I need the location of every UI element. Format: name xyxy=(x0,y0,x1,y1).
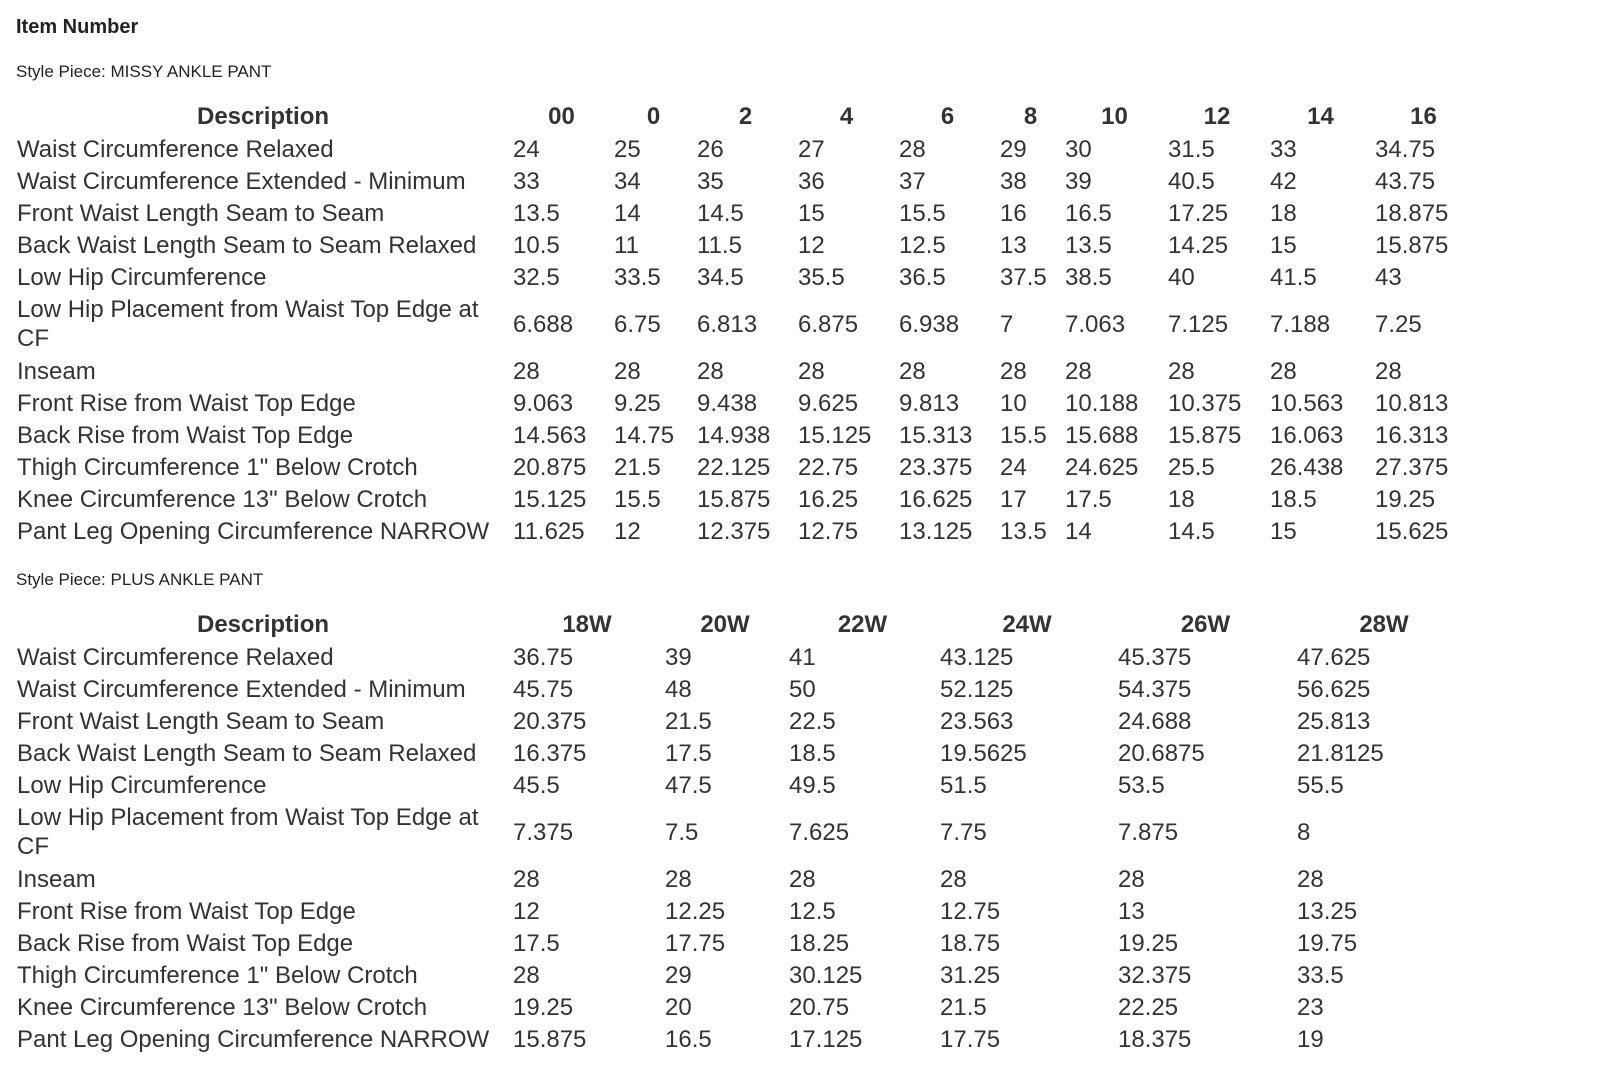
measurement-value: 12.25 xyxy=(665,897,726,925)
size-column-header: 28W xyxy=(1359,611,1409,638)
measurement-value: 49.5 xyxy=(789,771,836,799)
measurement-value: 14 xyxy=(1065,517,1092,545)
plus-style-piece-label: Style Piece: PLUS ANKLE PANT xyxy=(16,570,264,589)
measurement-value: 16.5 xyxy=(1065,199,1112,227)
measurement-value: 33.5 xyxy=(614,263,661,291)
plus-table-header xyxy=(15,609,1473,641)
measurement-description: Front Waist Length Seam to Seam xyxy=(17,199,385,227)
measurement-value: 18 xyxy=(1168,485,1195,513)
measurement-value: 20.875 xyxy=(513,453,587,481)
measurement-value: 15 xyxy=(798,199,825,227)
measurement-value: 28 xyxy=(789,865,816,893)
measurement-value: 34.75 xyxy=(1375,135,1436,163)
measurement-value: 24.625 xyxy=(1065,453,1139,481)
measurement-value: 17 xyxy=(1000,485,1027,513)
measurement-value: 39 xyxy=(1065,167,1092,195)
header-row xyxy=(15,101,1474,133)
measurement-value: 24 xyxy=(513,135,540,163)
measurement-value: 6.688 xyxy=(513,310,574,338)
measurement-value: 25.5 xyxy=(1168,453,1215,481)
measurement-value: 15.875 xyxy=(1168,421,1242,449)
measurement-value: 23.563 xyxy=(940,707,1014,735)
measurement-description: Back Rise from Waist Top Edge xyxy=(17,929,354,957)
measurement-value: 11.625 xyxy=(513,517,585,545)
measurement-value: 28 xyxy=(1000,357,1027,385)
description-column-header: Description xyxy=(196,103,330,130)
measurement-value: 7 xyxy=(1000,310,1014,338)
measurement-value: 18.5 xyxy=(789,739,836,767)
measurement-value: 54.375 xyxy=(1118,675,1192,703)
measurement-value: 15.5 xyxy=(899,199,946,227)
measurement-value: 27.375 xyxy=(1375,453,1449,481)
measurement-value: 40.5 xyxy=(1168,167,1215,195)
measurement-value: 17.5 xyxy=(1065,485,1112,513)
table-row xyxy=(15,641,1473,673)
measurement-value: 15.313 xyxy=(899,421,973,449)
description-column-header: Description xyxy=(196,611,330,638)
measurement-description: Knee Circumference 13" Below Crotch xyxy=(17,993,428,1021)
measurement-value: 6.875 xyxy=(798,310,859,338)
plus-size-spec-table xyxy=(15,609,1473,1055)
size-column-header: 14 xyxy=(1307,103,1334,130)
table-row xyxy=(15,355,1474,387)
measurement-value: 19 xyxy=(1297,1025,1324,1053)
table-row xyxy=(15,197,1474,229)
measurement-description: Front Waist Length Seam to Seam xyxy=(17,707,385,735)
measurement-value: 41.5 xyxy=(1270,263,1317,291)
table-row xyxy=(15,705,1473,737)
measurement-value: 9.25 xyxy=(614,389,661,417)
measurement-value: 34.5 xyxy=(697,263,744,291)
measurement-value: 31.25 xyxy=(940,961,1001,989)
measurement-value: 15.5 xyxy=(1000,421,1047,449)
measurement-value: 18 xyxy=(1270,199,1297,227)
measurement-value: 15.125 xyxy=(798,421,872,449)
measurement-value: 19.25 xyxy=(1118,929,1179,957)
measurement-value: 14.75 xyxy=(614,421,675,449)
measurement-value: 19.75 xyxy=(1297,929,1358,957)
item-number-heading: Item Number xyxy=(16,16,139,38)
measurement-value: 15.125 xyxy=(513,485,587,513)
size-column-header: 18W xyxy=(562,611,612,638)
measurement-value: 10.375 xyxy=(1168,389,1242,417)
measurement-value: 33 xyxy=(1270,135,1297,163)
measurement-value: 16.25 xyxy=(798,485,859,513)
measurement-value: 38 xyxy=(1000,167,1027,195)
measurement-value: 10.188 xyxy=(1065,389,1139,417)
measurement-value: 29 xyxy=(1000,135,1027,163)
measurement-value: 20.6875 xyxy=(1118,739,1205,767)
measurement-value: 13.5 xyxy=(1000,517,1047,545)
table-row xyxy=(15,927,1473,959)
measurement-value: 9.813 xyxy=(899,389,960,417)
measurement-value: 28 xyxy=(940,865,967,893)
measurement-value: 21.5 xyxy=(614,453,661,481)
measurement-value: 9.063 xyxy=(513,389,574,417)
size-column-header: 0 xyxy=(646,103,661,130)
measurement-value: 13 xyxy=(1000,231,1027,259)
missy-table-header xyxy=(15,101,1474,133)
table-row xyxy=(15,261,1474,293)
measurement-value: 12 xyxy=(513,897,540,925)
measurement-description: Low Hip Circumference xyxy=(17,263,267,291)
measurement-value: 22.25 xyxy=(1118,993,1179,1021)
measurement-value: 28 xyxy=(899,357,926,385)
table-row xyxy=(15,419,1474,451)
size-column-header: 26W xyxy=(1180,611,1231,638)
measurement-description: Low Hip Placement from Waist Top Edge at CF xyxy=(17,804,479,860)
measurement-value: 12.375 xyxy=(697,517,771,545)
measurement-value: 28 xyxy=(1297,865,1324,893)
measurement-value: 7.5 xyxy=(665,818,699,846)
measurement-value: 15.875 xyxy=(513,1025,587,1053)
measurement-value: 19.25 xyxy=(513,993,574,1021)
measurement-value: 6.938 xyxy=(899,310,960,338)
measurement-description: Thigh Circumference 1" Below Crotch xyxy=(17,961,418,989)
measurement-description: Pant Leg Opening Circumference NARROW xyxy=(17,1025,490,1053)
measurement-value: 56.625 xyxy=(1297,675,1371,703)
measurement-value: 17.5 xyxy=(665,739,712,767)
measurement-value: 28 xyxy=(697,357,724,385)
measurement-value: 45.5 xyxy=(513,771,560,799)
size-column-header: 20W xyxy=(700,611,750,638)
measurement-value: 13.5 xyxy=(513,199,560,227)
table-row xyxy=(15,801,1473,863)
measurement-value: 20 xyxy=(665,993,692,1021)
measurement-value: 16 xyxy=(1000,199,1027,227)
measurement-value: 11.5 xyxy=(697,231,742,259)
measurement-value: 15 xyxy=(1270,231,1297,259)
measurement-value: 33 xyxy=(513,167,540,195)
measurement-value: 18.75 xyxy=(940,929,1001,957)
measurement-description: Low Hip Circumference xyxy=(17,771,267,799)
measurement-value: 55.5 xyxy=(1297,771,1344,799)
measurement-value: 39 xyxy=(665,643,692,671)
measurement-value: 48 xyxy=(665,675,692,703)
measurement-value: 14.5 xyxy=(697,199,744,227)
measurement-value: 17.75 xyxy=(940,1025,1001,1053)
measurement-value: 14.25 xyxy=(1168,231,1229,259)
table-row xyxy=(15,165,1474,197)
measurement-value: 12.5 xyxy=(899,231,946,259)
measurement-value: 15.875 xyxy=(1375,231,1449,259)
measurement-description: Inseam xyxy=(17,865,96,893)
measurement-value: 24.688 xyxy=(1118,707,1192,735)
measurement-value: 15 xyxy=(1270,517,1297,545)
measurement-value: 12 xyxy=(614,517,641,545)
table-row xyxy=(15,133,1474,165)
measurement-value: 6.813 xyxy=(697,310,758,338)
measurement-value: 45.75 xyxy=(513,675,574,703)
measurement-value: 52.125 xyxy=(940,675,1014,703)
measurement-value: 40 xyxy=(1168,263,1195,291)
measurement-value: 10.813 xyxy=(1375,389,1449,417)
measurement-value: 51.5 xyxy=(940,771,987,799)
size-column-header: 10 xyxy=(1101,103,1128,130)
measurement-value: 7.875 xyxy=(1118,818,1179,846)
measurement-value: 21.8125 xyxy=(1297,739,1384,767)
measurement-value: 13.125 xyxy=(899,517,973,545)
missy-style-piece-label: Style Piece: MISSY ANKLE PANT xyxy=(16,62,272,81)
measurement-value: 16.063 xyxy=(1270,421,1344,449)
measurement-value: 14.938 xyxy=(697,421,771,449)
measurement-value: 12.75 xyxy=(940,897,1001,925)
measurement-value: 12.75 xyxy=(798,517,859,545)
table-row xyxy=(15,515,1474,547)
measurement-value: 17.125 xyxy=(789,1025,863,1053)
size-column-header: 8 xyxy=(1023,103,1038,130)
measurement-value: 15.5 xyxy=(614,485,661,513)
measurement-value: 16.625 xyxy=(899,485,973,513)
measurement-value: 28 xyxy=(1168,357,1195,385)
measurement-value: 16.5 xyxy=(665,1025,712,1053)
measurement-value: 7.375 xyxy=(513,818,574,846)
measurement-description: Front Rise from Waist Top Edge xyxy=(17,897,356,925)
measurement-value: 28 xyxy=(665,865,692,893)
measurement-value: 15.625 xyxy=(1375,517,1449,545)
measurement-value: 28 xyxy=(1118,865,1145,893)
measurement-value: 45.375 xyxy=(1118,643,1192,671)
measurement-value: 47.625 xyxy=(1297,643,1371,671)
header-row xyxy=(15,609,1473,641)
plus-table-body xyxy=(15,641,1473,1055)
measurement-value: 28 xyxy=(614,357,641,385)
size-column-header: 22W xyxy=(837,611,888,638)
measurement-value: 28 xyxy=(513,865,540,893)
measurement-value: 7.25 xyxy=(1375,310,1422,338)
measurement-value: 18.875 xyxy=(1375,199,1449,227)
table-row xyxy=(15,673,1473,705)
measurement-value: 47.5 xyxy=(665,771,712,799)
measurement-value: 28 xyxy=(899,135,926,163)
measurement-value: 21.5 xyxy=(940,993,987,1021)
measurement-value: 7.625 xyxy=(789,818,850,846)
measurement-value: 36.5 xyxy=(899,263,946,291)
measurement-value: 43.75 xyxy=(1375,167,1436,195)
measurement-value: 20.375 xyxy=(513,707,587,735)
measurement-value: 20.75 xyxy=(789,993,850,1021)
measurement-value: 43.125 xyxy=(940,643,1014,671)
measurement-value: 23.375 xyxy=(899,453,973,481)
table-row xyxy=(15,293,1474,355)
table-row xyxy=(15,959,1473,991)
measurement-value: 21.5 xyxy=(665,707,712,735)
measurement-value: 15.688 xyxy=(1065,421,1139,449)
measurement-description: Waist Circumference Relaxed xyxy=(17,135,334,163)
measurement-value: 25 xyxy=(614,135,641,163)
measurement-value: 6.75 xyxy=(614,310,661,338)
measurement-value: 33.5 xyxy=(1297,961,1344,989)
measurement-value: 10 xyxy=(1000,389,1027,417)
size-column-header: 16 xyxy=(1410,103,1437,130)
measurement-value: 28 xyxy=(1065,357,1092,385)
measurement-description: Front Rise from Waist Top Edge xyxy=(17,389,356,417)
measurement-value: 13.5 xyxy=(1065,231,1112,259)
measurement-value: 7.75 xyxy=(940,818,987,846)
measurement-value: 27 xyxy=(798,135,825,163)
measurement-value: 11 xyxy=(614,231,639,259)
measurement-value: 36 xyxy=(798,167,825,195)
size-column-header: 4 xyxy=(839,103,854,130)
measurement-value: 8 xyxy=(1297,818,1311,846)
measurement-value: 19.5625 xyxy=(940,739,1027,767)
measurement-value: 17.25 xyxy=(1168,199,1229,227)
measurement-description: Knee Circumference 13" Below Crotch xyxy=(17,485,428,513)
measurement-description: Pant Leg Opening Circumference NARROW xyxy=(17,517,490,545)
measurement-description: Thigh Circumference 1" Below Crotch xyxy=(17,453,418,481)
measurement-value: 31.5 xyxy=(1168,135,1215,163)
table-row xyxy=(15,863,1473,895)
measurement-value: 26 xyxy=(697,135,724,163)
measurement-value: 7.125 xyxy=(1168,310,1229,338)
measurement-value: 12 xyxy=(798,231,825,259)
measurement-value: 22.5 xyxy=(789,707,836,735)
size-column-header: 2 xyxy=(738,103,753,130)
measurement-value: 16.375 xyxy=(513,739,587,767)
table-row xyxy=(15,991,1473,1023)
measurement-value: 35.5 xyxy=(798,263,845,291)
size-column-header: 24W xyxy=(1002,611,1052,638)
measurement-description: Waist Circumference Extended - Minimum xyxy=(17,675,466,703)
measurement-value: 7.063 xyxy=(1065,310,1126,338)
measurement-value: 15.875 xyxy=(697,485,771,513)
measurement-value: 32.5 xyxy=(513,263,560,291)
measurement-value: 35 xyxy=(697,167,724,195)
missy-size-spec-table xyxy=(15,101,1474,547)
measurement-value: 18.5 xyxy=(1270,485,1317,513)
measurement-description: Low Hip Placement from Waist Top Edge at CF xyxy=(17,296,479,352)
measurement-value: 13.25 xyxy=(1297,897,1358,925)
measurement-value: 30 xyxy=(1065,135,1092,163)
measurement-value: 16.313 xyxy=(1375,421,1449,449)
measurement-description: Waist Circumference Extended - Minimum xyxy=(17,167,466,195)
measurement-value: 28 xyxy=(513,961,540,989)
size-column-header: 12 xyxy=(1203,103,1231,130)
measurement-value: 10.5 xyxy=(513,231,560,259)
measurement-value: 18.25 xyxy=(789,929,850,957)
table-row xyxy=(15,451,1474,483)
measurement-value: 42 xyxy=(1270,167,1297,195)
measurement-value: 30.125 xyxy=(789,961,863,989)
measurement-value: 7.188 xyxy=(1270,310,1331,338)
measurement-value: 14.5 xyxy=(1168,517,1215,545)
measurement-value: 24 xyxy=(1000,453,1027,481)
measurement-value: 12.5 xyxy=(789,897,836,925)
measurement-value: 23 xyxy=(1297,993,1324,1021)
table-row xyxy=(15,387,1474,419)
measurement-value: 28 xyxy=(1270,357,1297,385)
measurement-value: 22.125 xyxy=(697,453,771,481)
table-row xyxy=(15,1023,1473,1055)
missy-table-body xyxy=(15,133,1474,547)
measurement-value: 50 xyxy=(789,675,816,703)
measurement-value: 26.438 xyxy=(1270,453,1344,481)
measurement-value: 17.5 xyxy=(513,929,560,957)
table-row xyxy=(15,483,1474,515)
measurement-value: 18.375 xyxy=(1118,1025,1192,1053)
measurement-value: 19.25 xyxy=(1375,485,1436,513)
measurement-value: 28 xyxy=(513,357,540,385)
table-row xyxy=(15,769,1473,801)
measurement-value: 9.438 xyxy=(697,389,758,417)
measurement-value: 22.75 xyxy=(798,453,859,481)
measurement-description: Back Waist Length Seam to Seam Relaxed xyxy=(17,231,477,259)
measurement-value: 43 xyxy=(1375,263,1402,291)
measurement-value: 25.813 xyxy=(1297,707,1371,735)
measurement-value: 28 xyxy=(1375,357,1402,385)
measurement-value: 37.5 xyxy=(1000,263,1047,291)
measurement-description: Back Rise from Waist Top Edge xyxy=(17,421,354,449)
measurement-value: 32.375 xyxy=(1118,961,1192,989)
measurement-value: 28 xyxy=(798,357,825,385)
measurement-value: 53.5 xyxy=(1118,771,1165,799)
measurement-value: 36.75 xyxy=(513,643,574,671)
measurement-description: Waist Circumference Relaxed xyxy=(17,643,334,671)
measurement-value: 14.563 xyxy=(513,421,587,449)
table-row xyxy=(15,895,1473,927)
measurement-value: 34 xyxy=(614,167,641,195)
table-row xyxy=(15,737,1473,769)
measurement-value: 10.563 xyxy=(1270,389,1344,417)
measurement-value: 14 xyxy=(614,199,641,227)
measurement-value: 13 xyxy=(1118,897,1145,925)
size-column-header: 6 xyxy=(940,103,955,130)
measurement-value: 17.75 xyxy=(665,929,726,957)
measurement-description: Back Waist Length Seam to Seam Relaxed xyxy=(17,739,477,767)
measurement-value: 29 xyxy=(665,961,692,989)
measurement-value: 41 xyxy=(789,643,816,671)
measurement-value: 9.625 xyxy=(798,389,859,417)
table-row xyxy=(15,229,1474,261)
measurement-description: Inseam xyxy=(17,357,96,385)
size-column-header: 00 xyxy=(548,103,575,130)
measurement-value: 37 xyxy=(899,167,926,195)
measurement-value: 38.5 xyxy=(1065,263,1112,291)
